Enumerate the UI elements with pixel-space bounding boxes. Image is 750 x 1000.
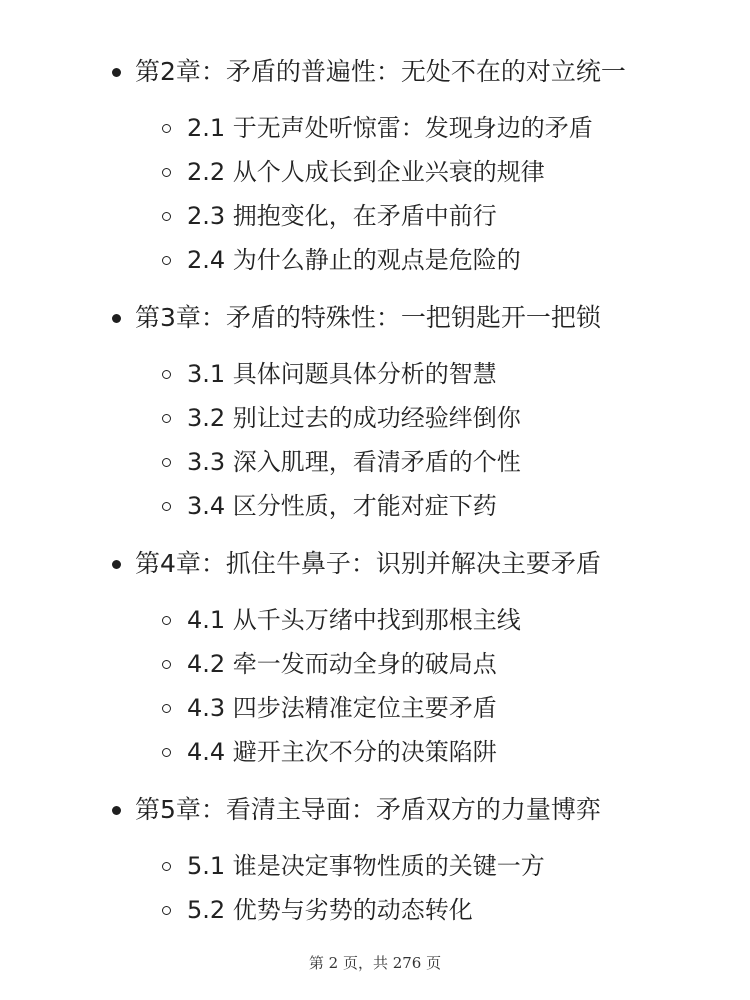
section-item — [162, 851, 545, 881]
section-title: 5.1 谁是决定事物性质的关键一方 — [187, 852, 545, 880]
circle-bullet-icon — [162, 370, 171, 379]
circle-bullet-icon — [162, 862, 171, 871]
section-item — [162, 895, 473, 925]
chapter-item — [112, 795, 601, 825]
section-title: 4.3 四步法精准定位主要矛盾 — [187, 694, 497, 722]
circle-bullet-icon — [162, 660, 171, 669]
section-title: 4.1 从千头万绪中找到那根主线 — [187, 606, 521, 634]
section-item — [162, 201, 497, 231]
section-item — [162, 649, 497, 679]
disc-bullet-icon — [112, 560, 121, 569]
circle-bullet-icon — [162, 906, 171, 915]
section-item — [162, 113, 593, 143]
circle-bullet-icon — [162, 256, 171, 265]
circle-bullet-icon — [162, 212, 171, 221]
section-title: 2.2 从个人成长到企业兴衰的规律 — [187, 158, 545, 186]
section-title: 3.4 区分性质，才能对症下药 — [187, 492, 497, 520]
circle-bullet-icon — [162, 704, 171, 713]
circle-bullet-icon — [162, 124, 171, 133]
section-item — [162, 605, 521, 635]
chapter-item — [112, 549, 601, 579]
section-title: 2.3 拥抱变化，在矛盾中前行 — [187, 202, 497, 230]
page-number-footer: 第 2 页，共 276 页 — [308, 954, 442, 972]
circle-bullet-icon — [162, 748, 171, 757]
circle-bullet-icon — [162, 414, 171, 423]
circle-bullet-icon — [162, 502, 171, 511]
section-item — [162, 245, 521, 275]
chapter-item — [112, 303, 601, 333]
chapter-title: 第5章：看清主导面：矛盾双方的力量博弈 — [135, 795, 601, 824]
disc-bullet-icon — [112, 314, 121, 323]
section-item — [162, 737, 497, 767]
section-title: 3.3 深入肌理，看清矛盾的个性 — [187, 448, 521, 476]
circle-bullet-icon — [162, 168, 171, 177]
section-title: 4.4 避开主次不分的决策陷阱 — [187, 738, 497, 766]
section-item — [162, 403, 521, 433]
chapter-item — [112, 57, 626, 87]
section-item — [162, 157, 545, 187]
section-title: 2.1 于无声处听惊雷：发现身边的矛盾 — [187, 114, 593, 142]
disc-bullet-icon — [112, 806, 121, 815]
section-item — [162, 359, 497, 389]
section-title: 3.1 具体问题具体分析的智慧 — [187, 360, 497, 388]
chapter-title: 第3章：矛盾的特殊性：一把钥匙开一把锁 — [135, 303, 601, 332]
circle-bullet-icon — [162, 616, 171, 625]
circle-bullet-icon — [162, 458, 171, 467]
section-title: 3.2 别让过去的成功经验绊倒你 — [187, 404, 521, 432]
section-title: 4.2 牵一发而动全身的破局点 — [187, 650, 497, 678]
chapter-title: 第4章：抓住牛鼻子：识别并解决主要矛盾 — [135, 549, 601, 578]
section-title: 5.2 优势与劣势的动态转化 — [187, 896, 473, 924]
section-item — [162, 693, 497, 723]
section-title: 2.4 为什么静止的观点是危险的 — [187, 246, 521, 274]
section-item — [162, 491, 497, 521]
disc-bullet-icon — [112, 68, 121, 77]
section-item — [162, 447, 521, 477]
chapter-title: 第2章：矛盾的普遍性：无处不在的对立统一 — [135, 57, 626, 86]
